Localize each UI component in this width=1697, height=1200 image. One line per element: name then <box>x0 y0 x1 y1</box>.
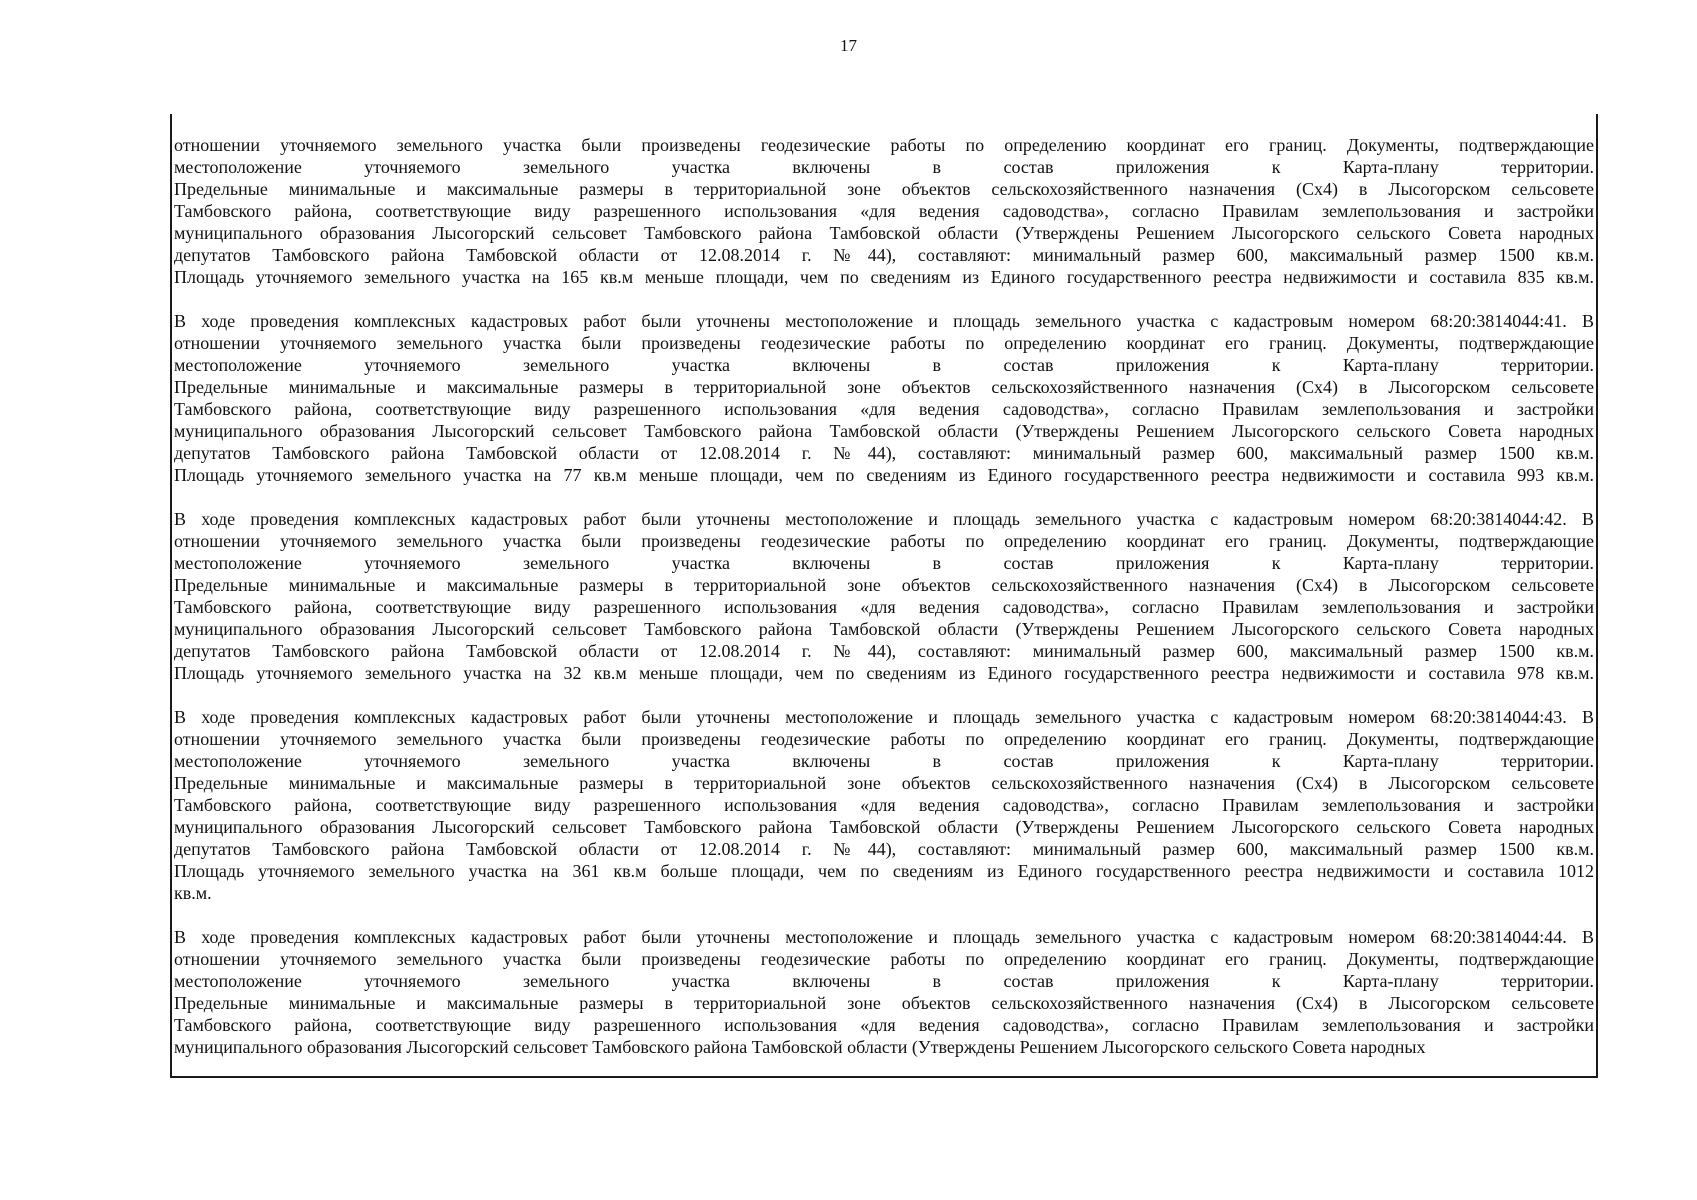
text-line: Площадь уточняемого земельного участка на 361 кв.м больше площади, чем по сведениям из Единого государственного реестра недвижимости и составила 1012 <box>174 861 1594 881</box>
table-cell-frame <box>170 114 1598 1078</box>
text-line: муниципального образования Лысогорский сельсовет Тамбовского района Тамбовской области (Утверждены Решением Лысогорского сельского Совета народных <box>174 421 1594 441</box>
text-line: отношении уточняемого земельного участка были произведены геодезические работы по определению координат его границ. Документы, подтверждающие <box>174 531 1594 551</box>
text-line: отношении уточняемого земельного участка были произведены геодезические работы по определению координат его границ. Документы, подтверждающие <box>174 729 1594 749</box>
text-line: депутатов Тамбовского района Тамбовской области от 12.08.2014 г. №44), составляют: минимальный размер 600, максимальный размер 1500 кв.м. <box>174 839 1594 859</box>
text-line: местоположение уточняемого земельного участка включены в состав приложения к Карта-плану территории. <box>174 553 1594 573</box>
text-line: Тамбовского района, соответствующие виду разрешенного использования «для ведения садоводства», согласно Правилам землепользования и застройки <box>174 795 1594 815</box>
text-line: депутатов Тамбовского района Тамбовской области от 12.08.2014 г. №44), составляют: минимальный размер 600, максимальный размер 1500 кв.м. <box>174 245 1594 265</box>
text-line: Площадь уточняемого земельного участка на 165 кв.м меньше площади, чем по сведениям из Единого государственного реестра недвижимости и составила 835 кв.м. <box>174 267 1594 287</box>
text-line: В ходе проведения комплексных кадастровых работ были уточнены местоположение и площадь земельного участка с кадастровым номером 68:20:3814044:42. В <box>174 509 1594 529</box>
page-number: 17 <box>840 36 857 55</box>
text-line: отношении уточняемого земельного участка были произведены геодезические работы по определению координат его границ. Документы, подтверждающие <box>174 333 1594 353</box>
paragraph <box>174 310 1594 486</box>
text-line: местоположение уточняемого земельного участка включены в состав приложения к Карта-плану территории. <box>174 157 1594 177</box>
text-line: Площадь уточняемого земельного участка на 77 кв.м меньше площади, чем по сведениям из Единого государственного реестра недвижимости и составила 993 кв.м. <box>174 465 1594 485</box>
text-line: отношении уточняемого земельного участка были произведены геодезические работы по определению координат его границ. Документы, подтверждающие <box>174 135 1594 155</box>
paragraph <box>174 508 1594 684</box>
text-line: Предельные минимальные и максимальные размеры в территориальной зоне объектов сельскохозяйственного назначения (Сх4) в Лысогорском сельсовете <box>174 993 1594 1013</box>
text-line: Тамбовского района, соответствующие виду разрешенного использования «для ведения садоводства», согласно Правилам землепользования и застройки <box>174 201 1594 221</box>
text-line: местоположение уточняемого земельного участка включены в состав приложения к Карта-плану территории. <box>174 355 1594 375</box>
text-line: местоположение уточняемого земельного участка включены в состав приложения к Карта-плану территории. <box>174 751 1594 771</box>
text-line: отношении уточняемого земельного участка были произведены геодезические работы по определению координат его границ. Документы, подтверждающие <box>174 949 1594 969</box>
text-line: муниципального образования Лысогорский сельсовет Тамбовского района Тамбовской области (Утверждены Решением Лысогорского сельского Совета народных <box>174 1037 1426 1057</box>
text-line: депутатов Тамбовского района Тамбовской области от 12.08.2014 г. №44), составляют: минимальный размер 600, максимальный размер 1500 кв.м. <box>174 641 1594 661</box>
paragraph <box>174 926 1594 1058</box>
text-line: В ходе проведения комплексных кадастровых работ были уточнены местоположение и площадь земельного участка с кадастровым номером 68:20:3814044:43. В <box>174 707 1594 727</box>
text-line: Предельные минимальные и максимальные размеры в территориальной зоне объектов сельскохозяйственного назначения (Сх4) в Лысогорском сельсовете <box>174 773 1594 793</box>
text-line: муниципального образования Лысогорский сельсовет Тамбовского района Тамбовской области (Утверждены Решением Лысогорского сельского Совета народных <box>174 223 1594 243</box>
text-line: депутатов Тамбовского района Тамбовской области от 12.08.2014 г. №44), составляют: минимальный размер 600, максимальный размер 1500 кв.м. <box>174 443 1594 463</box>
text-line: Предельные минимальные и максимальные размеры в территориальной зоне объектов сельскохозяйственного назначения (Сх4) в Лысогорском сельсовете <box>174 377 1594 397</box>
text-line: Тамбовского района, соответствующие виду разрешенного использования «для ведения садоводства», согласно Правилам землепользования и застройки <box>174 1015 1594 1035</box>
document-body <box>174 134 1594 1080</box>
paragraph <box>174 134 1594 288</box>
text-line: муниципального образования Лысогорский сельсовет Тамбовского района Тамбовской области (Утверждены Решением Лысогорского сельского Совета народных <box>174 619 1594 639</box>
paragraph <box>174 706 1594 904</box>
text-line: В ходе проведения комплексных кадастровых работ были уточнены местоположение и площадь земельного участка с кадастровым номером 68:20:3814044:41. В <box>174 311 1594 331</box>
text-line: Предельные минимальные и максимальные размеры в территориальной зоне объектов сельскохозяйственного назначения (Сх4) в Лысогорском сельсовете <box>174 575 1594 595</box>
text-line: Площадь уточняемого земельного участка на 32 кв.м меньше площади, чем по сведениям из Единого государственного реестра недвижимости и составила 978 кв.м. <box>174 663 1594 683</box>
text-line: местоположение уточняемого земельного участка включены в состав приложения к Карта-плану территории. <box>174 971 1594 991</box>
text-line: В ходе проведения комплексных кадастровых работ были уточнены местоположение и площадь земельного участка с кадастровым номером 68:20:3814044:44. В <box>174 927 1594 947</box>
text-line: Тамбовского района, соответствующие виду разрешенного использования «для ведения садоводства», согласно Правилам землепользования и застройки <box>174 399 1594 419</box>
text-line: Предельные минимальные и максимальные размеры в территориальной зоне объектов сельскохозяйственного назначения (Сх4) в Лысогорском сельсовете <box>174 179 1594 199</box>
text-line: муниципального образования Лысогорский сельсовет Тамбовского района Тамбовской области (Утверждены Решением Лысогорского сельского Совета народных <box>174 817 1594 837</box>
text-line: Тамбовского района, соответствующие виду разрешенного использования «для ведения садоводства», согласно Правилам землепользования и застройки <box>174 597 1594 617</box>
text-line: кв.м. <box>174 883 212 903</box>
